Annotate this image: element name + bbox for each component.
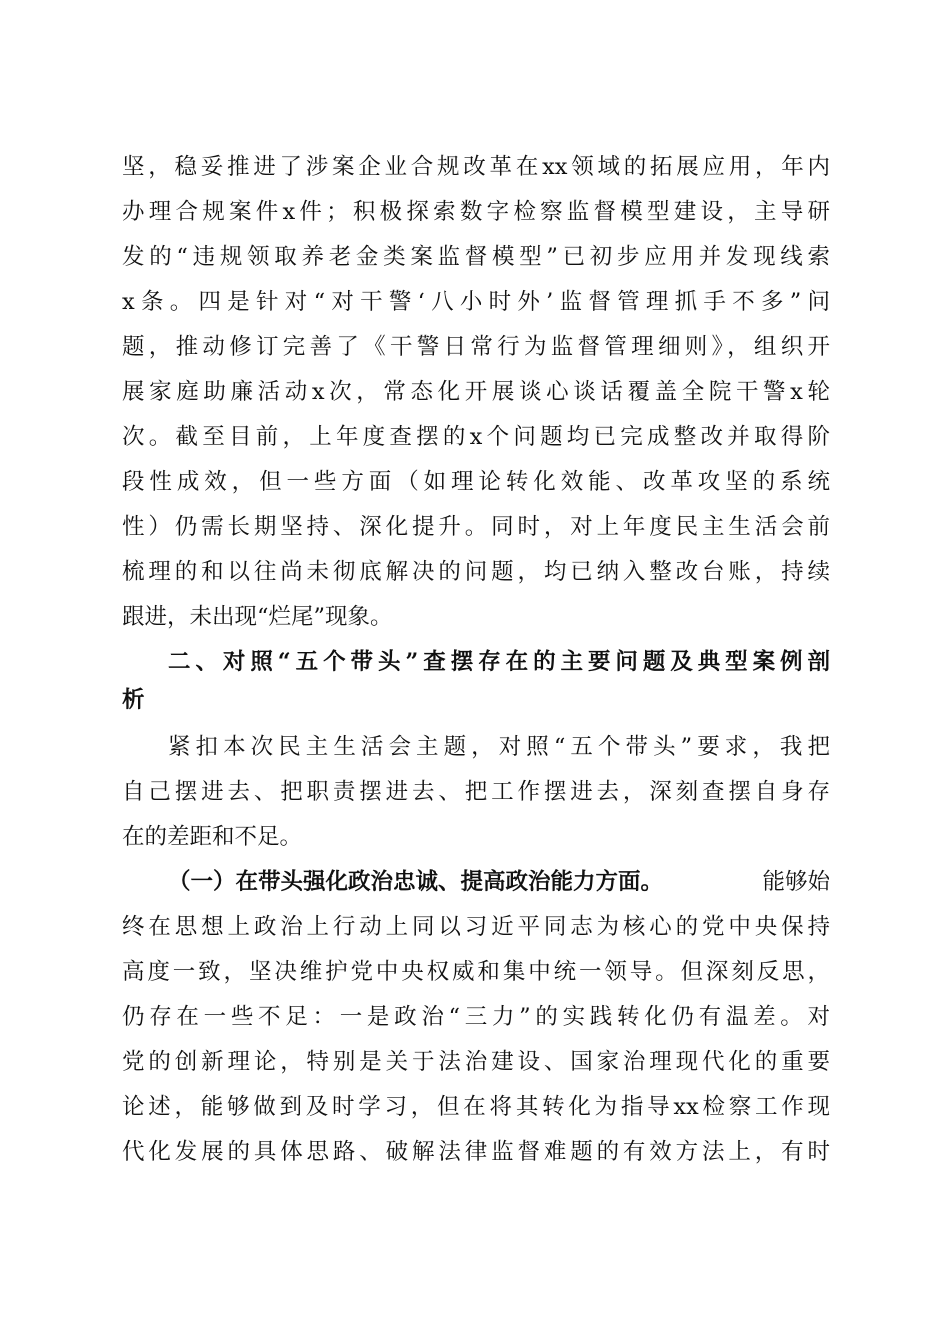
body-line: 题，推动修订完善了《干警日常行为监督管理细则》，组织开: [122, 334, 830, 360]
body-line: 代化发展的具体思路、破解法律监督难题的有效方法上，有时: [122, 1139, 830, 1165]
body-line: 能够始: [762, 869, 830, 895]
body-line: 性）仍需长期坚持、深化提升。同时，对上年度民主生活会前: [122, 514, 830, 540]
body-line: 高度一致，坚决维护党中央权威和集中统一领导。但深刻反思，: [122, 959, 830, 985]
body-line: 党的创新理论，特别是关于法治建设、国家治理现代化的重要: [122, 1049, 830, 1075]
body-line: 仍存在一些不足：一是政治“三力”的实践转化仍有温差。对: [122, 1004, 830, 1030]
body-line: 论述，能够做到及时学习，但在将其转化为指导xx检察工作现: [122, 1094, 830, 1120]
body-line: 办理合规案件x件；积极探索数字检察监督模型建设，主导研: [122, 199, 830, 225]
body-line: 发的“违规领取养老金类案监督模型”已初步应用并发现线索: [122, 244, 830, 270]
section-heading-continued: 析: [122, 687, 145, 713]
body-line: x条。四是针对“对干警‘八小时外’监督管理抓手不多”问: [122, 289, 830, 315]
body-line: 紧扣本次民主生活会主题，对照“五个带头”要求，我把: [168, 734, 830, 760]
body-line: 次。截至目前，上年度查摆的x个问题均已完成整改并取得阶: [122, 424, 830, 450]
section-heading: 二、对照“五个带头”查摆存在的主要问题及典型案例剖: [168, 649, 830, 675]
body-line: 坚，稳妥推进了涉案企业合规改革在xx领域的拓展应用，年内: [122, 154, 830, 180]
body-line: 自己摆进去、把职责摆进去、把工作摆进去，深刻查摆自身存: [122, 779, 830, 805]
body-line: 段性成效，但一些方面（如理论转化效能、改革攻坚的系统: [122, 469, 830, 495]
body-line: 展家庭助廉活动x次，常态化开展谈心谈话覆盖全院干警x轮: [122, 379, 830, 405]
body-line: 跟进，未出现“烂尾”现象。: [122, 604, 393, 630]
body-line: 终在思想上政治上行动上同以习近平同志为核心的党中央保持: [122, 914, 830, 940]
subsection-heading: （一）在带头强化政治忠诚、提高政治能力方面。: [168, 869, 664, 895]
body-line: 梳理的和以往尚未彻底解决的问题，均已纳入整改台账，持续: [122, 559, 830, 585]
body-line: 在的差距和不足。: [122, 824, 303, 850]
